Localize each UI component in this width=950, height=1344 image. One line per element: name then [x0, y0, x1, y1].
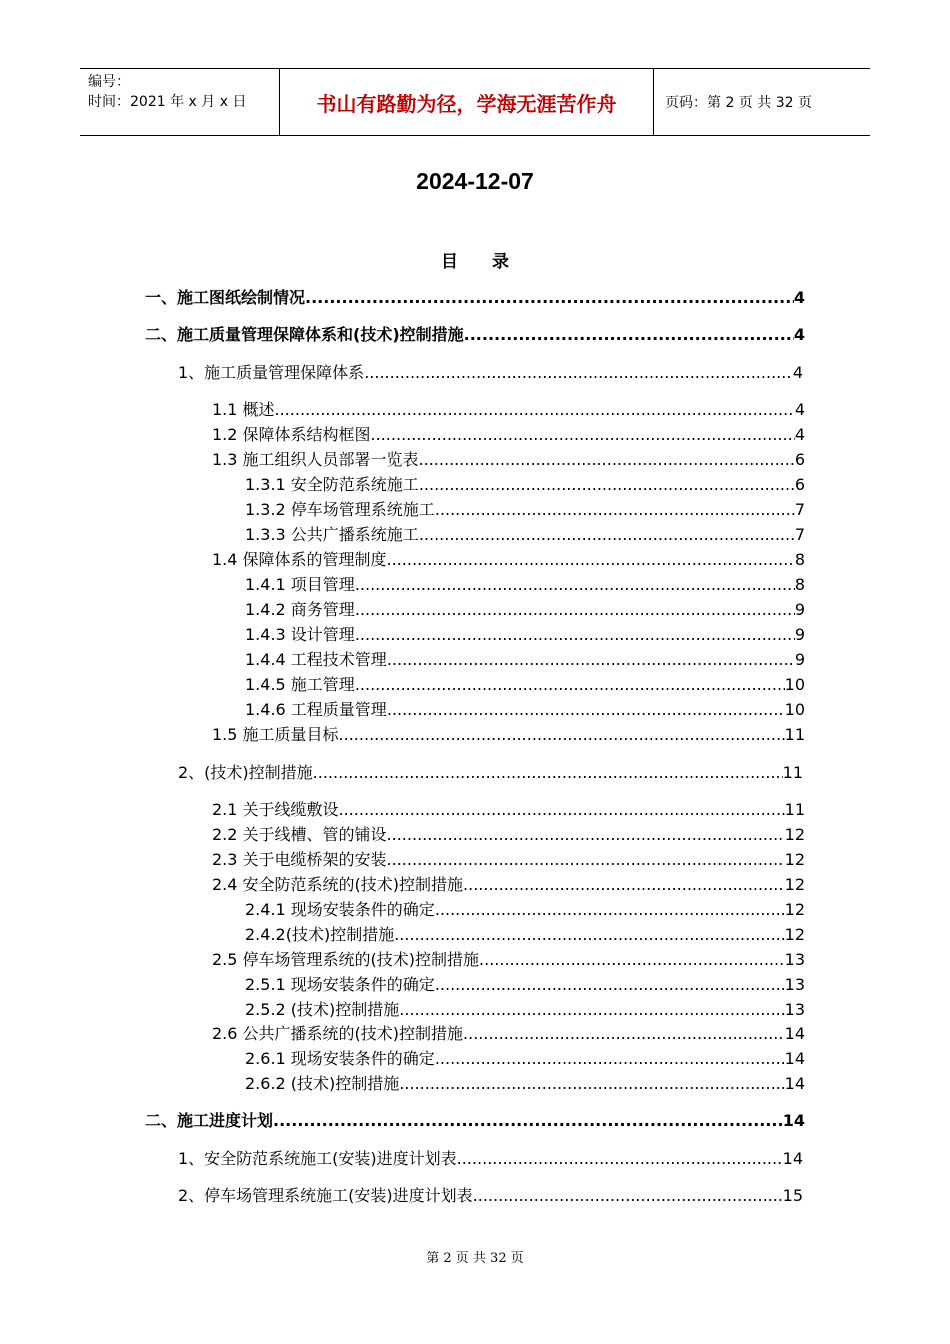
toc-entry[interactable]	[245, 697, 805, 720]
toc-entry-text: 1.4.6 工程质量管理	[245, 700, 387, 719]
toc-entry[interactable]	[178, 1183, 803, 1206]
toc-leader	[355, 675, 785, 694]
toc-entry-text: 2.6.2 (技术)控制措施	[245, 1074, 400, 1093]
toc-entry-text: 2.6.1 现场安装条件的确定	[245, 1049, 435, 1068]
toc-entry-page: 12	[784, 900, 805, 919]
toc-entry-text: 1.1 概述	[212, 400, 275, 419]
code-label: 编号：	[88, 74, 130, 90]
toc-entry[interactable]	[212, 1021, 805, 1044]
toc-entry-text: 二、施工质量管理保障体系和(技术)控制措施	[145, 325, 464, 344]
toc-entry-page: 13	[784, 975, 805, 994]
toc-entry-text: 1.3.2 停车场管理系统施工	[245, 500, 435, 519]
toc-leader	[399, 1000, 784, 1019]
toc-entry-page: 11	[782, 763, 803, 782]
toc-title: 目 录	[441, 252, 523, 272]
toc-entry[interactable]	[145, 322, 805, 345]
toc-entry-page: 15	[782, 1186, 803, 1205]
toc-leader	[387, 825, 785, 844]
toc-entry-text: 1.4.2 商务管理	[245, 600, 355, 619]
toc-entry[interactable]	[245, 997, 805, 1020]
toc-entry-page: 12	[784, 925, 805, 944]
toc-entry[interactable]	[212, 447, 805, 470]
toc-leader	[387, 550, 795, 569]
toc-leader	[275, 400, 795, 419]
toc-entry-page: 7	[794, 500, 805, 519]
page-info: 页码：第 2 页 共 32 页	[665, 95, 812, 111]
toc-entry[interactable]	[245, 622, 805, 645]
toc-entry[interactable]	[212, 797, 805, 820]
toc-entry-page: 9	[794, 625, 805, 644]
toc-leader	[387, 850, 785, 869]
toc-entry-text: 2.6 公共广播系统的(技术)控制措施	[212, 1024, 464, 1043]
toc-entry[interactable]	[212, 872, 805, 895]
toc-leader	[435, 975, 785, 994]
toc-entry-page: 6	[794, 450, 805, 469]
toc-leader	[435, 500, 795, 519]
motto: 书山有路勤为径，学海无涯苦作舟	[280, 69, 654, 135]
toc-entry[interactable]	[245, 522, 805, 545]
time-label: 时间：2021 年 x 月 x 日	[88, 94, 247, 110]
toc-leader	[394, 925, 784, 944]
toc-entry[interactable]	[178, 360, 803, 383]
toc-leader	[305, 288, 794, 307]
toc-entry-page: 12	[784, 825, 805, 844]
document-date: 2024-12-07	[416, 168, 534, 194]
toc-entry-page: 8	[794, 575, 805, 594]
toc-entry-page: 4	[794, 400, 805, 419]
toc-entry-text: 1.4.1 项目管理	[245, 575, 355, 594]
toc-entry-page: 9	[794, 600, 805, 619]
toc-entry-page: 10	[784, 700, 805, 719]
toc-leader	[387, 650, 795, 669]
toc-entry-text: 1.5 施工质量目标	[212, 725, 339, 744]
toc-entry-page: 13	[784, 950, 805, 969]
toc-leader	[399, 1074, 784, 1093]
toc-entry[interactable]	[245, 472, 805, 495]
toc-entry-text: 1.3.3 公共广播系统施工	[245, 525, 419, 544]
toc-leader	[419, 450, 795, 469]
toc-leader	[273, 1111, 783, 1130]
toc-entry-text: 一、施工图纸绘制情况	[145, 288, 306, 307]
toc-entry-text: 1、安全防范系统施工(安装)进度计划表	[178, 1149, 457, 1168]
toc-leader	[355, 625, 795, 644]
toc-leader	[339, 800, 785, 819]
toc-entry[interactable]	[245, 647, 805, 670]
toc-entry[interactable]	[212, 722, 805, 745]
toc-entry-text: 1、施工质量管理保障体系	[178, 363, 365, 382]
toc-entry-text: 2.5.1 现场安装条件的确定	[245, 975, 435, 994]
toc-entry-page: 11	[784, 800, 805, 819]
toc-entry[interactable]	[178, 760, 803, 783]
toc-entry-page: 12	[784, 850, 805, 869]
toc-leader	[463, 875, 785, 894]
toc-entry-page: 6	[794, 475, 805, 494]
toc-entry[interactable]	[245, 497, 805, 520]
toc-entry-text: 2.4 安全防范系统的(技术)控制措施	[212, 875, 464, 894]
toc-entry[interactable]	[245, 922, 805, 945]
toc-entry-page: 14	[784, 1049, 805, 1068]
toc-leader	[355, 600, 795, 619]
toc-entry-text: 1.4 保障体系的管理制度	[212, 550, 387, 569]
toc-entry[interactable]	[145, 285, 805, 308]
toc-entry-text: 2、(技术)控制措施	[178, 763, 313, 782]
toc-entry-page: 13	[784, 1000, 805, 1019]
toc-entry[interactable]	[212, 397, 805, 420]
toc-entry-page: 14	[784, 1074, 805, 1093]
toc-entry-text: 2.1 关于线缆敷设	[212, 800, 339, 819]
toc-entry-page: 11	[784, 725, 805, 744]
toc-entry-text: 2.2 关于线槽、管的铺设	[212, 825, 387, 844]
toc-entry[interactable]	[145, 1108, 805, 1131]
toc-entry-page: 12	[784, 875, 805, 894]
toc-leader	[355, 575, 795, 594]
toc-leader	[371, 425, 795, 444]
toc-leader	[435, 1049, 785, 1068]
toc-leader	[313, 763, 783, 782]
toc-leader	[435, 900, 785, 919]
toc-entry[interactable]	[245, 972, 805, 995]
page-footer: 第 2 页 共 32 页	[426, 1251, 524, 1266]
toc-entry-page: 9	[794, 650, 805, 669]
toc-entry-page: 7	[794, 525, 805, 544]
toc-entry-page: 14	[784, 1024, 805, 1043]
toc-leader	[419, 475, 795, 494]
toc-entry[interactable]	[245, 1046, 805, 1069]
toc-leader	[473, 1186, 783, 1205]
toc-entry-page: 10	[784, 675, 805, 694]
toc-leader	[479, 950, 785, 969]
toc-entry[interactable]	[212, 547, 805, 570]
toc-entry-page: 14	[782, 1111, 805, 1130]
toc-leader	[463, 1024, 785, 1043]
toc-entry-text: 2.4.2(技术)控制措施	[245, 925, 395, 944]
toc-entry-text: 2.5 停车场管理系统的(技术)控制措施	[212, 950, 480, 969]
toc-entry[interactable]	[245, 672, 805, 695]
toc-entry-text: 二、施工进度计划	[145, 1111, 274, 1130]
toc-entry[interactable]	[245, 1071, 805, 1094]
toc-entry[interactable]	[212, 947, 805, 970]
toc-leader	[464, 325, 794, 344]
header-table	[80, 68, 870, 136]
toc-entry[interactable]	[212, 422, 805, 445]
toc-entry[interactable]	[212, 822, 805, 845]
toc-entry-text: 1.2 保障体系结构框图	[212, 425, 371, 444]
toc-entry-text: 1.4.3 设计管理	[245, 625, 355, 644]
toc-entry-page: 8	[794, 550, 805, 569]
toc-entry[interactable]	[245, 572, 805, 595]
toc-entry-page: 4	[793, 288, 805, 307]
toc-leader	[419, 525, 795, 544]
header-left-cell	[80, 69, 280, 135]
toc-entry-text: 2.4.1 现场安装条件的确定	[245, 900, 435, 919]
toc-leader	[364, 363, 793, 382]
toc-entry-page: 4	[792, 363, 803, 382]
toc-entry-text: 2.3 关于电缆桥架的安装	[212, 850, 387, 869]
toc-entry-text: 2、停车场管理系统施工(安装)进度计划表	[178, 1186, 473, 1205]
toc-entry-text: 1.4.5 施工管理	[245, 675, 355, 694]
toc-entry[interactable]	[178, 1146, 803, 1169]
toc-entry-text: 1.4.4 工程技术管理	[245, 650, 387, 669]
toc-entry-page: 4	[794, 425, 805, 444]
toc-entry-text: 2.5.2 (技术)控制措施	[245, 1000, 400, 1019]
toc-leader	[387, 700, 785, 719]
toc-entry-text: 1.3.1 安全防范系统施工	[245, 475, 419, 494]
toc-entry-text: 1.3 施工组织人员部署一览表	[212, 450, 419, 469]
toc-leader	[457, 1149, 783, 1168]
toc-entry-page: 14	[782, 1149, 803, 1168]
toc-entry-page: 4	[793, 325, 805, 344]
toc-leader	[339, 725, 785, 744]
toc-entry[interactable]	[245, 597, 805, 620]
toc-entry[interactable]	[245, 897, 805, 920]
toc-entry[interactable]	[212, 847, 805, 870]
